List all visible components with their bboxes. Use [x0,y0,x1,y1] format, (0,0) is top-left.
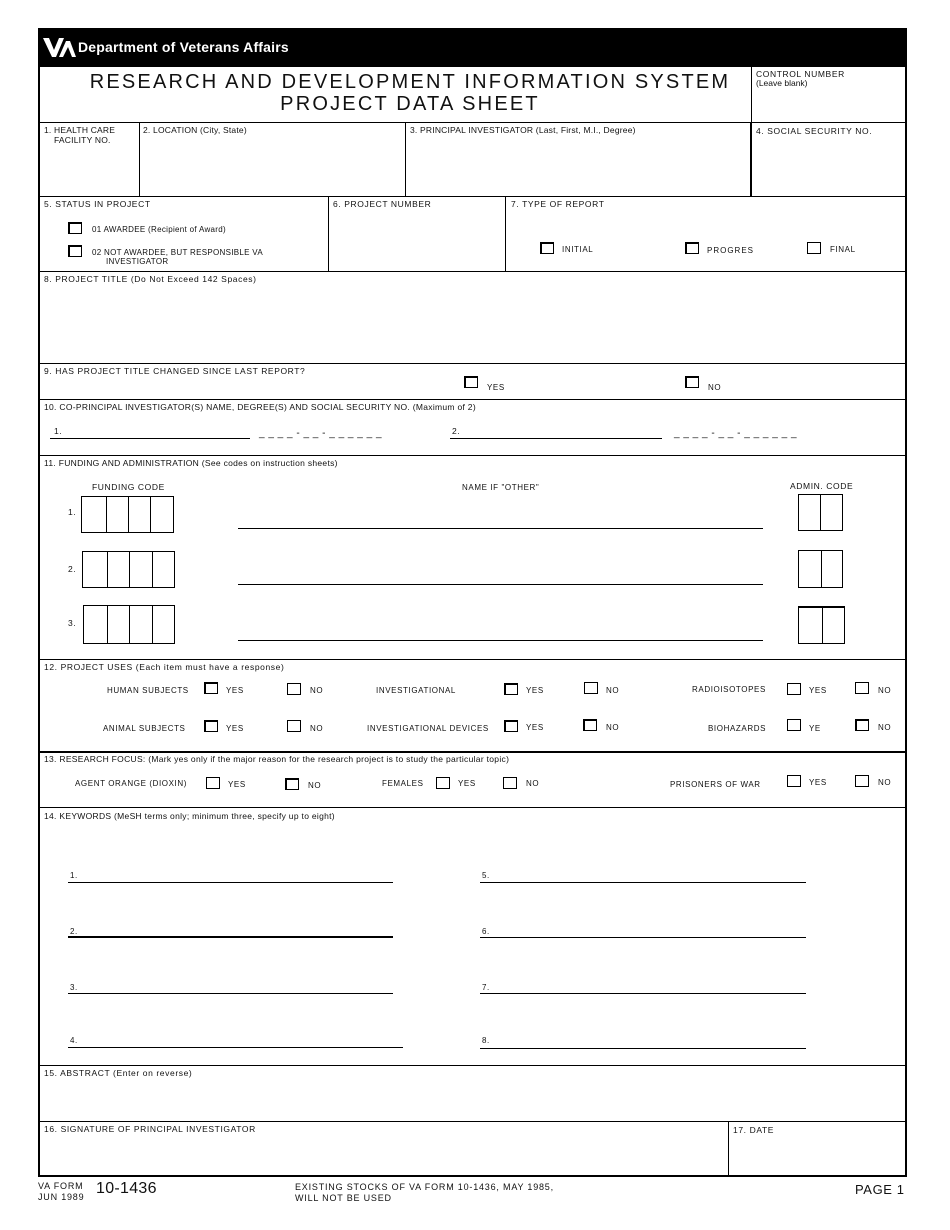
agent-orange-label: AGENT ORANGE (DIOXIN) [75,779,188,788]
biohazards-no-checkbox[interactable] [855,719,869,731]
human-subjects-no-label: NO [310,686,324,695]
radioisotopes-label: RADIOISOTOPES [692,685,766,694]
females-yes-label: YES [458,779,476,788]
form-frame [38,28,907,1177]
field-17-label: 17. DATE [733,1125,775,1135]
keyword-8-number: 8. [482,1036,490,1045]
radioisotopes-no-label: NO [878,686,892,695]
funding-code-2-boxes[interactable] [82,551,175,588]
females-no-label: NO [526,779,540,788]
header-bar [40,30,905,67]
keyword-4-number: 4. [70,1036,78,1045]
agent-orange-yes-checkbox[interactable] [206,777,220,789]
agent-orange-yes-label: YES [228,780,246,789]
prisoners-of-war-yes-label: YES [809,778,827,787]
keyword-8-input[interactable] [492,1032,805,1048]
human-subjects-label: HUMAN SUBJECTS [107,686,189,695]
form-title-line2: PROJECT DATA SHEET [280,93,540,115]
title-changed-no-checkbox[interactable] [685,376,699,388]
human-subjects-yes-label: YES [226,686,244,695]
females-label: FEMALES [382,779,424,788]
field-8-label: 8. PROJECT TITLE (Do Not Exceed 142 Spaces) [44,274,257,284]
funding-row-3-number: 3. [68,618,77,628]
name-if-other-header: NAME IF "OTHER" [462,483,540,492]
field-2-label: 2. LOCATION (City, State) [143,125,247,135]
signature-input[interactable] [44,1136,724,1174]
va-logo-icon [42,35,76,61]
investigational-devices-no-checkbox[interactable] [583,719,597,731]
funding-code-1-boxes[interactable] [81,496,174,533]
not-awardee-label: 02 NOT AWARDEE, BUT RESPONSIBLE VA [92,248,263,257]
radioisotopes-no-checkbox[interactable] [855,682,869,694]
co-pi-2-number: 2. [452,426,461,436]
co-pi-2-ssn[interactable]: _ _ _ _ - _ _ - _ _ _ _ _ _ [674,428,798,439]
agent-orange-no-label: NO [308,781,322,790]
biohazards-label: BIOHAZARDS [708,724,767,733]
keyword-3-number: 3. [70,983,78,992]
field-6-label: 6. PROJECT NUMBER [333,199,432,209]
other-name-3-input[interactable] [238,622,763,640]
keyword-5-number: 5. [482,871,490,880]
final-checkbox[interactable] [807,242,821,254]
keyword-7-number: 7. [482,983,490,992]
human-subjects-no-checkbox[interactable] [287,683,301,695]
title-changed-no-label: NO [708,383,722,392]
co-pi-1-ssn[interactable]: _ _ _ _ - _ _ - _ _ _ _ _ _ [259,428,383,439]
field-5-label: 5. STATUS IN PROJECT [44,199,151,209]
form-number: 10-1436 [96,1180,157,1197]
keyword-6-input[interactable] [492,921,805,937]
females-no-checkbox[interactable] [503,777,517,789]
prisoners-of-war-no-checkbox[interactable] [855,775,869,787]
project-title-input[interactable] [44,286,904,361]
final-label: FINAL [830,245,856,254]
field-9-label: 9. HAS PROJECT TITLE CHANGED SINCE LAST REPORT? [44,366,306,376]
admin-code-header: ADMIN. CODE [790,481,854,491]
animal-subjects-yes-label: YES [226,724,244,733]
keyword-5-input[interactable] [492,866,805,882]
field-14-label: 14. KEYWORDS (MeSH terms only; minimum three, specify up to eight) [44,811,335,821]
progress-label: PROGRES [707,246,755,255]
co-pi-2-name-input[interactable] [462,422,660,438]
date-input[interactable] [733,1138,903,1174]
field-10-label: 10. CO-PRINCIPAL INVESTIGATOR(S) NAME, DEGREE(S) AND SOCIAL SECURITY NO. (Maximum of 2) [44,402,476,412]
keyword-7-input[interactable] [492,977,805,993]
females-yes-checkbox[interactable] [436,777,450,789]
department-name: Department of Veterans Affairs [78,39,289,55]
investigational-no-checkbox[interactable] [584,682,598,694]
keyword-1-number: 1. [70,871,78,880]
form-title-line1: RESEARCH AND DEVELOPMENT INFORMATION SYSTEM [89,71,731,93]
other-name-2-input[interactable] [238,566,763,584]
field-4-label: 4. SOCIAL SECURITY NO. [756,126,873,136]
not-awardee-label-b: INVESTIGATOR [106,257,169,266]
funding-code-3-boxes[interactable] [83,605,175,644]
prisoners-of-war-yes-checkbox[interactable] [787,775,801,787]
biohazards-yes-label: YE [809,724,821,733]
animal-subjects-label: ANIMAL SUBJECTS [103,724,186,733]
keyword-2-input[interactable] [80,920,392,936]
co-pi-1-number: 1. [54,426,63,436]
keyword-2-number: 2. [70,927,78,936]
location-input[interactable] [145,138,400,192]
control-number-note: (Leave blank) [756,78,808,88]
agent-orange-no-checkbox[interactable] [285,778,299,790]
field-7-label: 7. TYPE OF REPORT [511,199,605,209]
principal-investigator-input[interactable] [410,138,745,192]
initial-checkbox[interactable] [540,242,554,254]
field-13-label: 13. RESEARCH FOCUS: (Mark yes only if the major reason for the research project is to study the particular topic) [44,754,510,764]
existing-stocks-note: EXISTING STOCKS OF VA FORM 10-1436, MAY 1985, [295,1182,554,1192]
keyword-1-input[interactable] [80,866,392,882]
admin-code-2-boxes[interactable] [798,550,843,588]
biohazards-no-label: NO [878,723,892,732]
co-pi-1-name-input[interactable] [62,422,248,438]
radioisotopes-yes-label: YES [809,686,827,695]
human-subjects-yes-checkbox[interactable] [204,682,218,694]
animal-subjects-yes-checkbox[interactable] [204,720,218,732]
funding-code-header: FUNDING CODE [92,482,165,492]
radioisotopes-yes-checkbox[interactable] [787,683,801,695]
investigational-no-label: NO [606,686,620,695]
keyword-4-input[interactable] [80,1031,402,1047]
va-form-label: VA FORM [38,1181,84,1191]
field-12-label: 12. PROJECT USES (Each item must have a response) [44,662,285,672]
funding-row-2-number: 2. [68,564,77,574]
admin-code-3-boxes[interactable] [798,606,845,644]
animal-subjects-no-label: NO [310,724,324,733]
title-changed-yes-checkbox[interactable] [464,376,478,388]
biohazards-yes-checkbox[interactable] [787,719,801,731]
field-16-label: 16. SIGNATURE OF PRINCIPAL INVESTIGATOR [44,1124,256,1134]
field-11-label: 11. FUNDING AND ADMINISTRATION (See codes on instruction sheets) [44,458,338,468]
page-number: PAGE 1 [855,1182,905,1197]
field-1-label: 1. HEALTH CARE [44,125,116,135]
prisoners-of-war-label: PRISONERS OF WAR [670,780,761,789]
investigational-yes-label: YES [526,686,544,695]
prisoners-of-war-no-label: NO [878,778,892,787]
keyword-6-number: 6. [482,927,490,936]
other-name-1-input[interactable] [238,510,763,528]
form-date: JUN 1989 [38,1192,85,1202]
animal-subjects-no-checkbox[interactable] [287,720,301,732]
field-1-label-b: FACILITY NO. [54,135,111,145]
progress-checkbox[interactable] [685,242,699,254]
investigational-devices-yes-checkbox[interactable] [504,720,518,732]
investigational-devices-no-label: NO [606,723,620,732]
control-number-label: CONTROL NUMBER [756,69,845,79]
field-3-label: 3. PRINCIPAL INVESTIGATOR (Last, First, M.I., Degree) [410,125,636,135]
investigational-devices-yes-label: YES [526,723,544,732]
existing-stocks-note-b: WILL NOT BE USED [295,1193,392,1203]
not-awardee-checkbox[interactable] [68,245,82,257]
title-changed-yes-label: YES [487,383,505,392]
funding-row-1-number: 1. [68,507,77,517]
admin-code-1-boxes[interactable] [798,494,843,531]
initial-label: INITIAL [562,245,594,254]
investigational-yes-checkbox[interactable] [504,683,518,695]
awardee-checkbox[interactable] [68,222,82,234]
field-15-label: 15. ABSTRACT (Enter on reverse) [44,1068,193,1078]
awardee-label: 01 AWARDEE (Recipient of Award) [92,225,226,234]
keyword-3-input[interactable] [80,977,392,993]
investigational-label: INVESTIGATIONAL [376,686,456,695]
investigational-devices-label: INVESTIGATIONAL DEVICES [367,724,489,733]
